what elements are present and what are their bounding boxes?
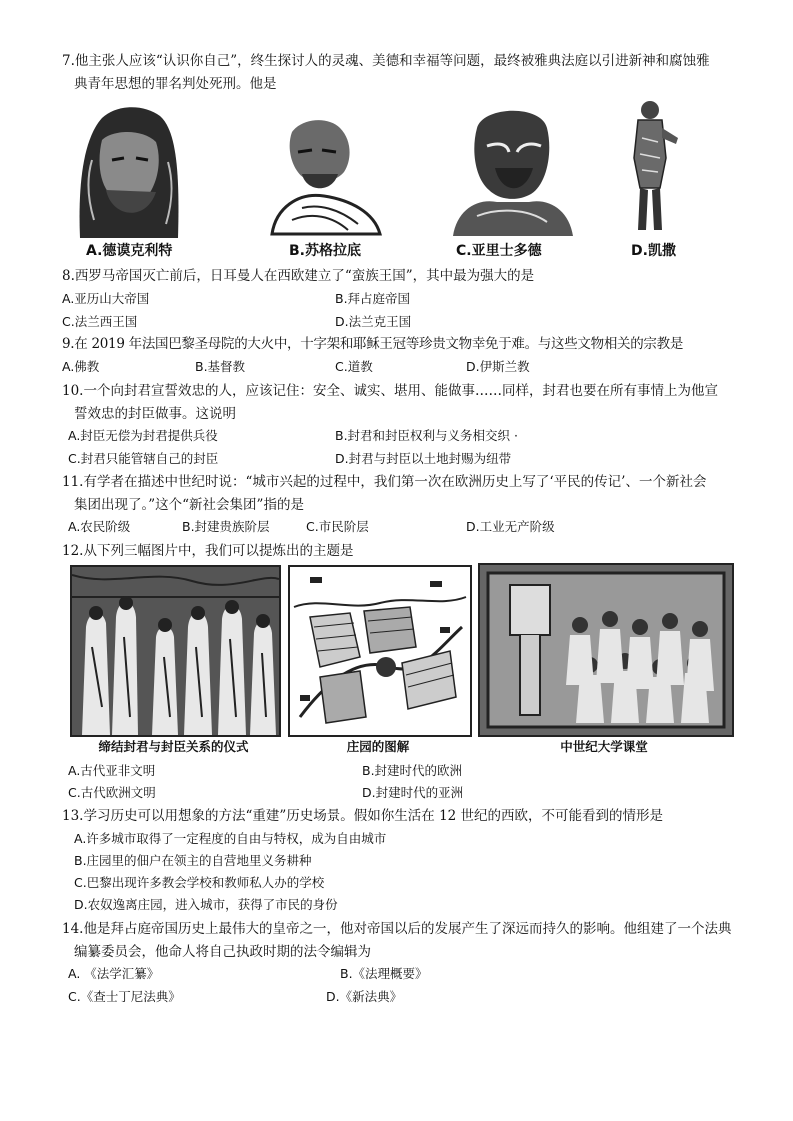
q11-stem-line1: 11.有学者在描述中世纪时说：“城市兴起的过程中，我们第一次在欧洲历史上写了‘平民的传记’、一个新社会 [62, 474, 707, 490]
q8-option-c[interactable]: C.法兰西王国 [62, 314, 138, 329]
q8-stem: 8.西罗马帝国灭亡前后，日耳曼人在西欧建立了“蛮族王国”，其中最为强大的是 [62, 268, 535, 284]
q7-option-d[interactable]: D.凯撒 [631, 243, 676, 259]
q13-option-b[interactable]: B.庄园里的佃户在领主的自营地里义务耕种 [74, 853, 312, 868]
q10-option-c[interactable]: C.封君只能管辖自己的封臣 [68, 451, 219, 466]
q12-option-a[interactable]: A.古代亚非文明 [68, 763, 156, 778]
q10-option-b[interactable]: B.封君和封臣权利与义务相交织 · [335, 428, 518, 443]
q12-option-b[interactable]: B.封建时代的欧洲 [362, 763, 463, 778]
q14-option-d[interactable]: D.《新法典》 [326, 989, 403, 1004]
q7-stem-line1: 7.他主张人应该“认识你自己”，终生探讨人的灵魂、美德和幸福等问题，最终被雅典法庭以引进新神和腐蚀雅 [62, 53, 710, 69]
q12-option-c[interactable]: C.古代欧洲文明 [68, 785, 156, 800]
q14-stem-line2: 编纂委员会，他命人将自己执政时期的法令编辑为 [74, 944, 371, 960]
q10-option-a[interactable]: A.封臣无偿为封君提供兵役 [68, 428, 218, 443]
manor-diagram-image [288, 565, 472, 737]
q14-stem-line1: 14.他是拜占庭帝国历史上最伟大的皇帝之一，他对帝国以后的发展产生了深远而持久的影响。他组建了一个法典 [62, 921, 732, 937]
q7-option-a[interactable]: A.德谟克利特 [86, 243, 173, 259]
q11-option-d[interactable]: D.工业无产阶级 [466, 519, 555, 534]
medieval-university-image [478, 563, 734, 737]
q13-option-c[interactable]: C.巴黎出现许多教会学校和教师私人办的学校 [74, 875, 325, 890]
q9-option-a[interactable]: A.佛教 [62, 359, 100, 374]
q8-option-b[interactable]: B.拜占庭帝国 [335, 291, 411, 306]
q7-option-b[interactable]: B.苏格拉底 [289, 243, 361, 259]
q14-option-c[interactable]: C.《查士丁尼法典》 [68, 989, 181, 1004]
q7-stem-line2: 典青年思想的罪名判处死刑。他是 [74, 76, 277, 92]
q14-option-a[interactable]: A. 《法学汇纂》 [68, 966, 160, 981]
q11-stem-line2: 集团出现了。”这个“新社会集团”指的是 [74, 497, 304, 513]
caesar-statue [620, 98, 680, 238]
q9-option-c[interactable]: C.道教 [335, 359, 373, 374]
q9-option-b[interactable]: B.基督教 [195, 359, 246, 374]
socrates-portrait [262, 112, 387, 237]
q12-caption-3: 中世纪大学课堂 [560, 739, 648, 754]
q10-stem-line2: 誓效忠的封臣做事。这说明 [74, 406, 236, 422]
aristotle-portrait [447, 98, 577, 238]
q13-stem: 13.学习历史可以用想象的方法“重建”历史场景。假如你生活在 12 世纪的西欧，不可能看到的情形是 [62, 808, 664, 824]
q11-option-b[interactable]: B.封建贵族阶层 [182, 519, 270, 534]
q9-stem: 9.在 2019 年法国巴黎圣母院的大火中，十字架和耶稣王冠等珍贵文物幸免于难。与这些文物相关的宗教是 [62, 336, 684, 352]
q12-stem: 12.从下列三幅图片中，我们可以提炼出的主题是 [62, 543, 354, 559]
q10-option-d[interactable]: D.封君与封臣以土地封赐为纽带 [335, 451, 512, 466]
q13-option-d[interactable]: D.农奴逸离庄园，进入城市，获得了市民的身份 [74, 897, 338, 912]
q9-option-d[interactable]: D.伊斯兰教 [466, 359, 530, 374]
q11-option-c[interactable]: C.市民阶层 [306, 519, 369, 534]
q10-stem-line1: 10.一个向封君宣誓效忠的人，应该记住：安全、诚实、堪用、能做事……同样，封君也要在所有事情上为他宣 [62, 383, 718, 399]
q14-option-b[interactable]: B.《法理概要》 [340, 966, 428, 981]
q12-caption-2: 庄园的图解 [346, 739, 410, 754]
q12-caption-1: 缔结封君与封臣关系的仪式 [98, 739, 249, 754]
q7-option-c[interactable]: C.亚里士多德 [456, 243, 542, 259]
q8-option-d[interactable]: D.法兰克王国 [335, 314, 412, 329]
homage-ceremony-image [70, 565, 281, 737]
democritus-portrait [72, 100, 187, 240]
q12-option-d[interactable]: D.封建时代的亚洲 [362, 785, 464, 800]
q11-option-a[interactable]: A.农民阶级 [68, 519, 131, 534]
q8-option-a[interactable]: A.亚历山大帝国 [62, 291, 150, 306]
q13-option-a[interactable]: A.许多城市取得了一定程度的自由与特权，成为自由城市 [74, 831, 387, 846]
